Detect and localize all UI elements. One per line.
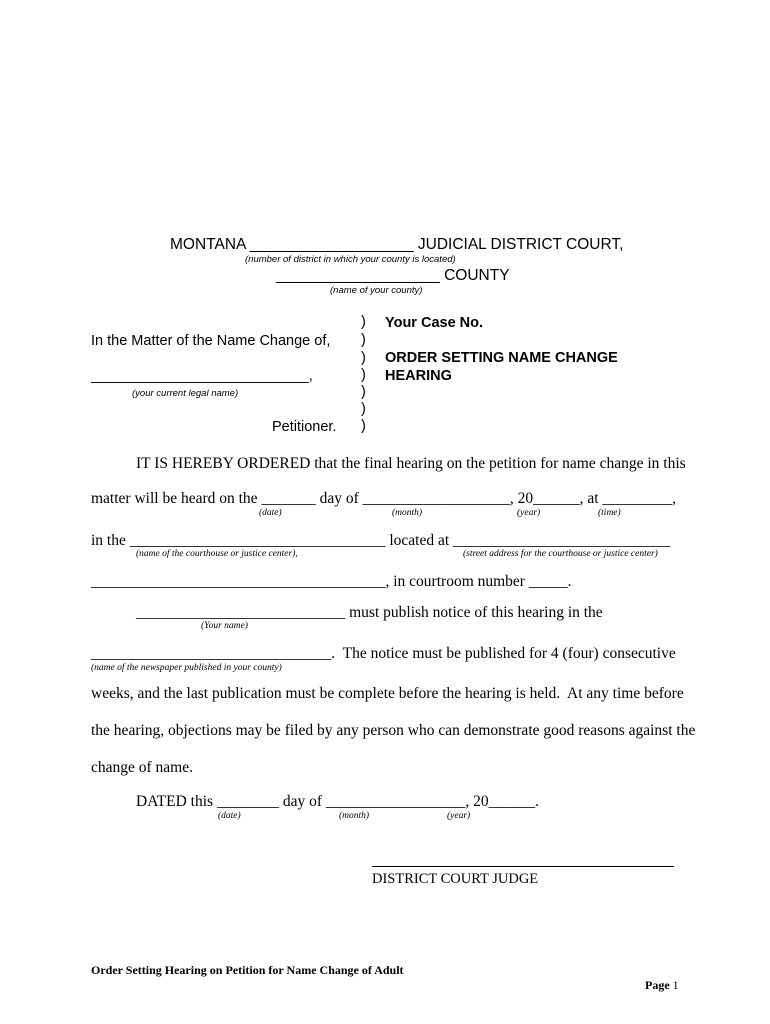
name-hint: (your current legal name) — [132, 388, 239, 399]
newspaper-hint: (name of the newspaper published in your county) — [91, 663, 282, 673]
date-hint: (date) — [259, 508, 282, 518]
order-paragraph-line6: _______________________________. The notice must be published for 4 (four) consecutive — [91, 645, 676, 662]
order-paragraph-line8: the hearing, objections may be filed by any person who can demonstrate good reasons against the — [91, 722, 696, 739]
year-hint: (year) — [517, 508, 541, 518]
judge-signature-label: DISTRICT COURT JUDGE — [372, 871, 539, 887]
dated-month-hint: (month) — [339, 811, 370, 821]
caption-paren: ) — [361, 332, 366, 348]
footer-title: Order Setting Hearing on Petition for Name Change of Adult — [91, 963, 404, 977]
case-number-label: Your Case No. — [385, 315, 484, 331]
order-paragraph-line4: ______________________________________, in courtroom number _____. — [91, 573, 572, 590]
document-title-line2: HEARING — [385, 368, 452, 384]
dated-date-hint: (date) — [218, 811, 241, 821]
caption-paren: ) — [361, 350, 366, 366]
document-title-line1: ORDER SETTING NAME CHANGE — [385, 350, 618, 366]
district-hint: (number of district in which your county is located) — [245, 254, 456, 265]
order-paragraph-line7: weeks, and the last publication must be complete before the hearing is held. At any time before — [91, 685, 684, 702]
caption-paren: ) — [361, 401, 366, 417]
page-indicator — [639, 963, 679, 993]
matter-label: In the Matter of the Name Change of, — [91, 333, 331, 349]
your-name-hint: (Your name) — [201, 621, 248, 631]
order-paragraph-line9: change of name. — [91, 759, 193, 776]
signature-line — [372, 866, 674, 867]
order-paragraph-line1: IT IS HEREBY ORDERED that the final hearing on the petition for name change in this — [136, 455, 686, 472]
county-hint: (name of your county) — [330, 285, 423, 296]
caption-paren: ) — [361, 418, 366, 434]
dated-year-hint: (year) — [447, 811, 471, 821]
order-paragraph-line3: in the _________________________________ located at ____________________________ — [91, 532, 671, 549]
page-number: 1 — [672, 978, 679, 992]
order-paragraph-line5: ___________________________ must publish notice of this hearing in the — [136, 604, 603, 621]
caption-paren: ) — [361, 384, 366, 400]
page-label: Page — [645, 978, 670, 992]
court-heading: MONTANA ___________________ JUDICIAL DISTRICT COURT, — [170, 236, 624, 253]
order-paragraph-line2: matter will be heard on the _______ day of ___________________, 20______, at _________, — [91, 490, 677, 507]
time-hint: (time) — [598, 508, 621, 518]
dated-line: DATED this ________ day of __________________, 20______. — [136, 793, 539, 810]
county-line: ___________________ COUNTY — [276, 267, 510, 284]
address-hint: (street address for the courthouse or justice center) — [463, 549, 658, 559]
caption-paren: ) — [361, 314, 366, 330]
caption-paren: ) — [361, 367, 366, 383]
month-hint: (month) — [392, 508, 423, 518]
petitioner-label: Petitioner. — [272, 419, 337, 435]
courthouse-hint: (name of the courthouse or justice center), — [136, 549, 298, 559]
petitioner-name-blank: ___________________________, — [91, 368, 313, 384]
